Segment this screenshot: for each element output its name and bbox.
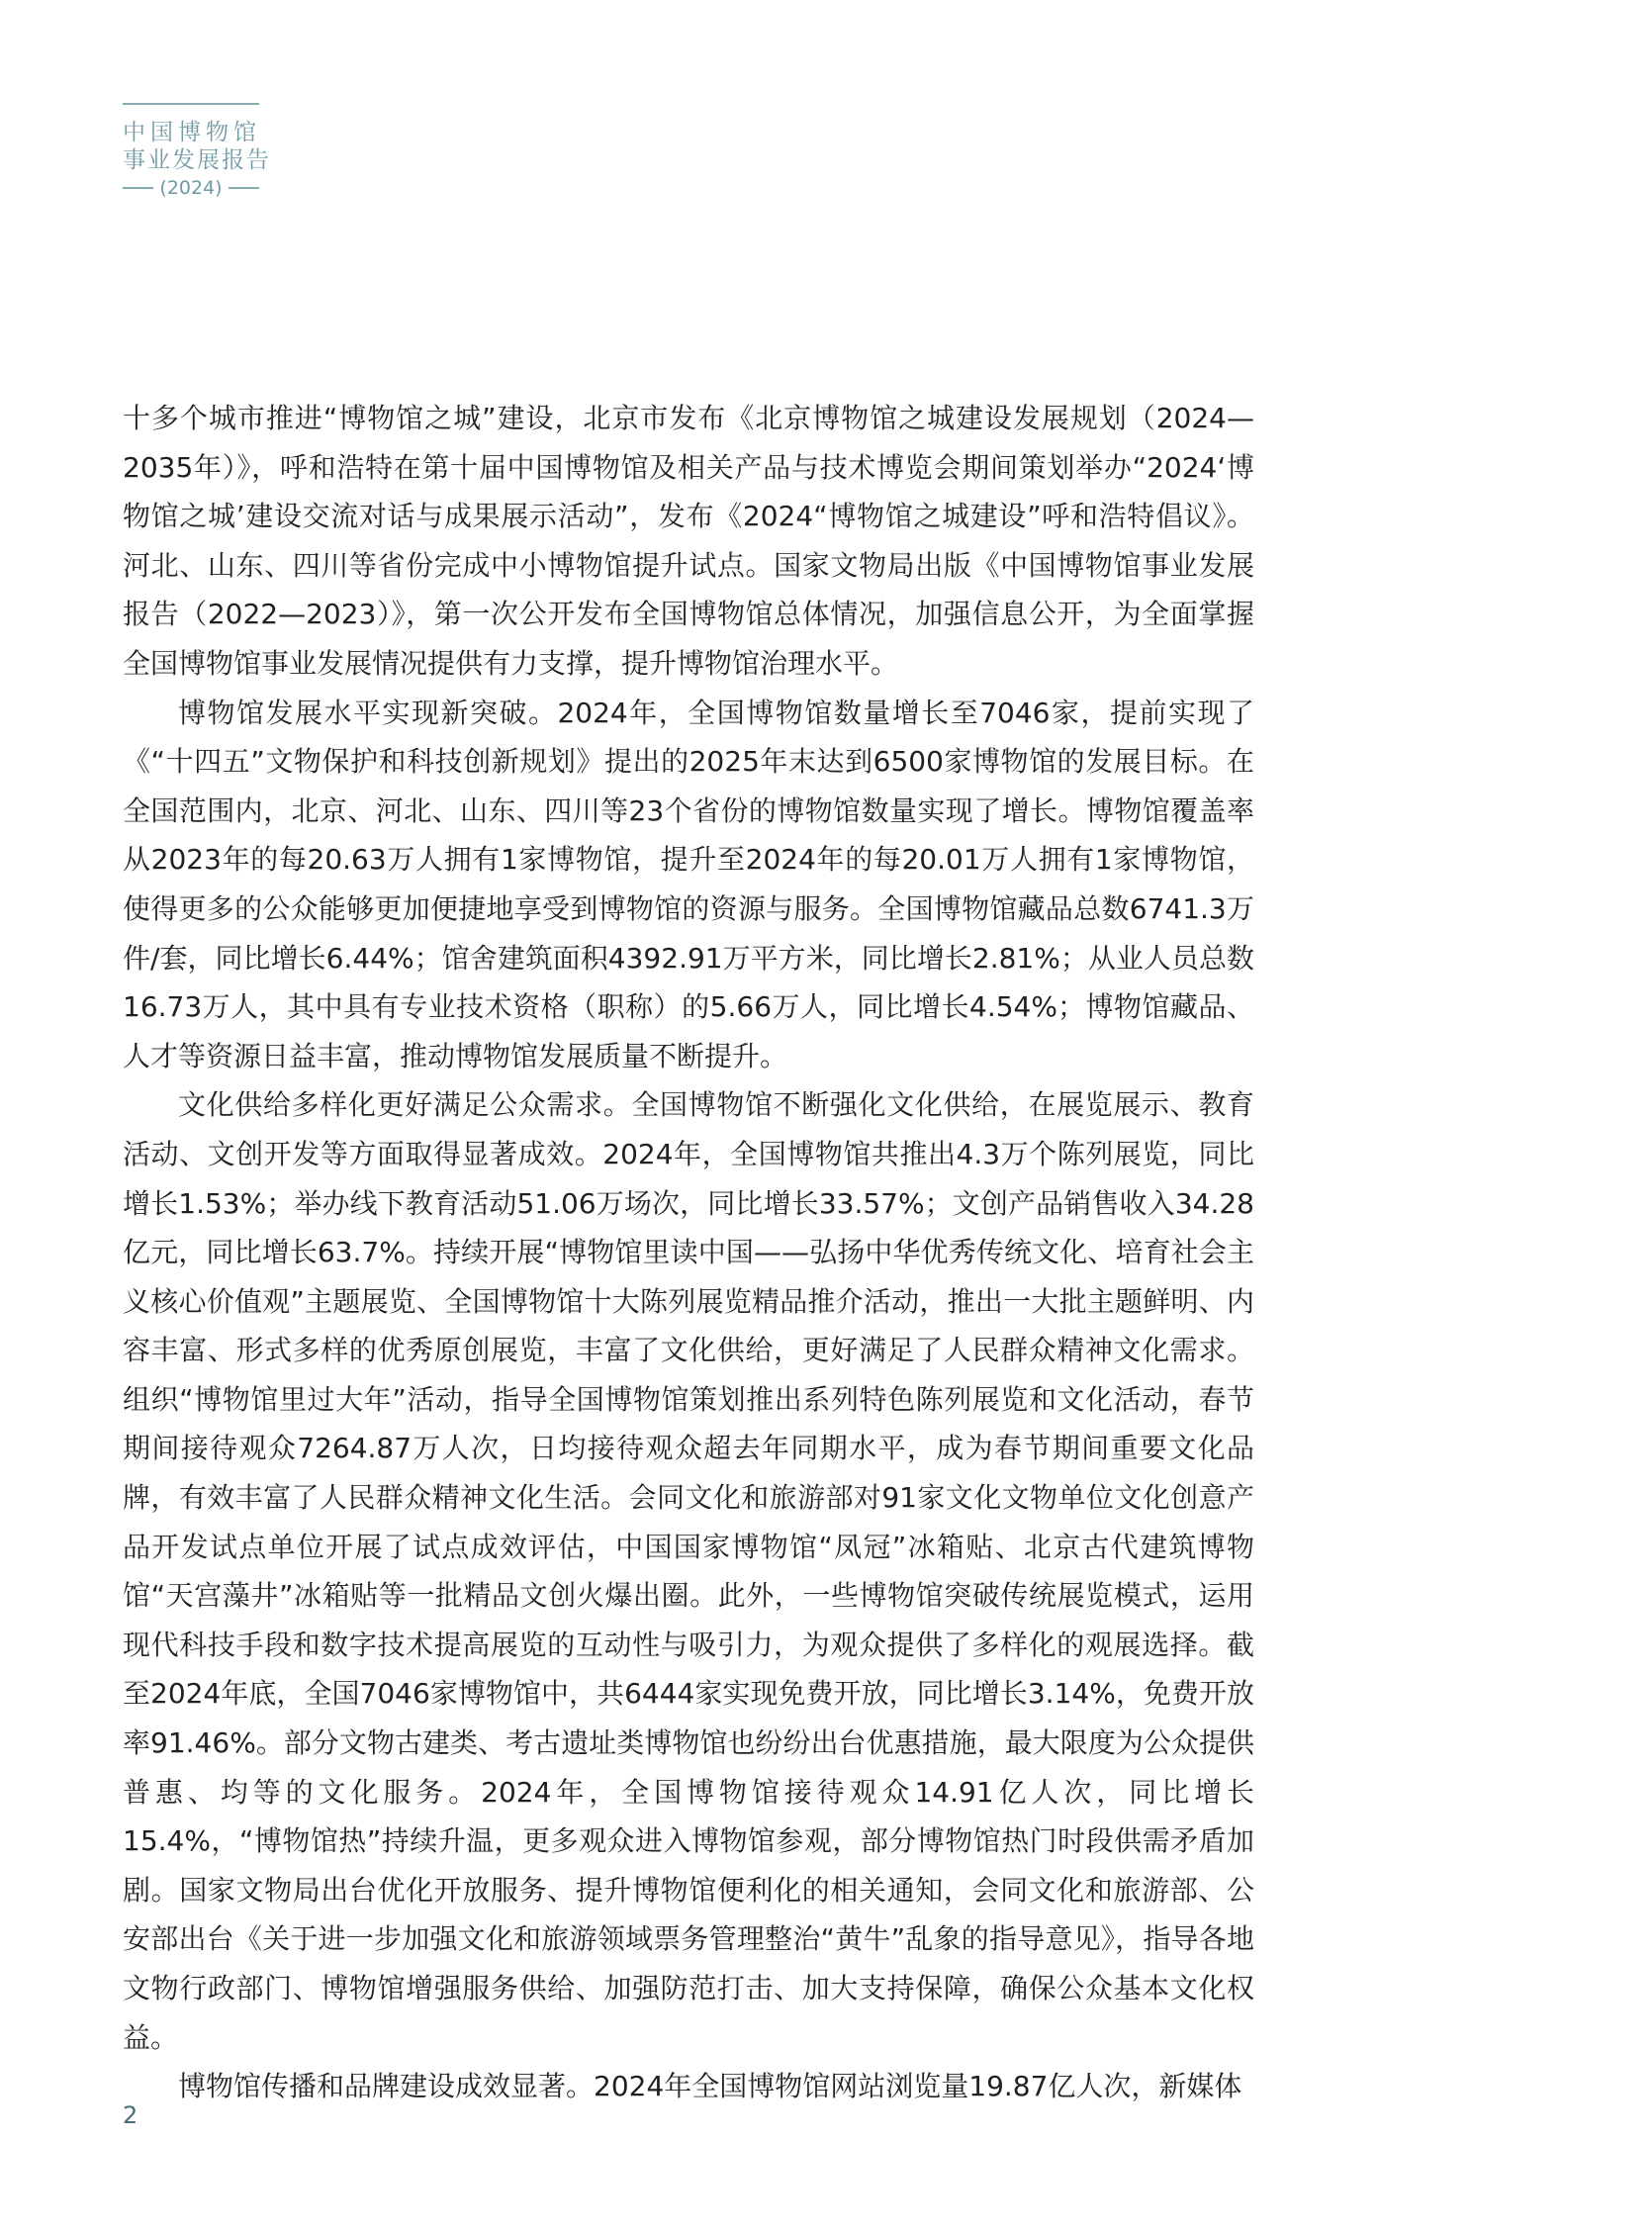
header-title: 中国博物馆 (123, 120, 261, 145)
header-subtitle: 事业发展报告 (123, 147, 271, 173)
header-year-row (123, 176, 259, 200)
header-year: (2024) (159, 177, 223, 199)
running-header (123, 103, 271, 200)
page-number: 2 (123, 2101, 138, 2129)
header-year-rule-left (123, 187, 153, 189)
paragraph-communication-brand: 博物馆传播和品牌建设成效显著。2024年全国博物馆网站浏览量19.87亿人次，新媒体 (178, 2070, 1242, 2103)
body-text (123, 394, 1254, 2111)
paragraph-cultural-supply: 文化供给多样化更好满足公众需求。全国博物馆不断强化文化供给，在展览展示、教育活动、文创开发等方面取得显著成效。2024年，全国博物馆共推出4.3万个陈列展览，同比增长1.53%；举办线下教育活动51.06万场次，同比增长33.57%；文创产品销售收入34.28亿元，同比增长63.7%。持续开展“博物馆里读中国——弘扬中华优秀传统文化、培育社会主义核心价值观”主题展览、全国博物馆十大陈列展览精品推介活动，推出一大批主题鲜明、内容丰富、形式多样的优秀原创展览，丰富了文化供给，更好满足了人民群众精神文化需求。组织“博物馆里过大年”活动，指导全国博物馆策划推出系列特色陈列展览和文化活动，春节期间接待观众7264.87万人次，日均接待观众超去年同期水平，成为春节期间重要文化品牌，有效丰富了人民群众精神文化生活。会同文化和旅游部对91家文化文物单位文化创意产品开发试点单位开展了试点成效评估，中国国家博物馆“凤冠”冰箱贴、北京古代建筑博物馆“天宫藻井”冰箱贴等一批精品文创火爆出圈。此外，一些博物馆突破传统展览模式，运用现代科技手段和数字技术提高展览的互动性与吸引力，为观众提供了多样化的观展选择。截至2024年底，全国7046家博物馆中，共6444家实现免费开放，同比增长3.14%，免费开放率91.46%。部分文物古建类、考古遗址类博物馆也纷纷出台优惠措施，最大限度为公众提供普惠、均等的文化服务。2024年，全国博物馆接待观众14.91亿人次，同比增长15.4%，“博物馆热”持续升温，更多观众进入博物馆参观，部分博物馆热门时段供需矛盾加剧。国家文物局出台优化开放服务、提升博物馆便利化的相关通知，会同文化和旅游部、公安部出台《关于进一步加强文化和旅游领域票务管理整治“黄牛”乱象的指导意见》，指导各地文物行政部门、博物馆增强服务供给、加强防范打击、加大支持保障，确保公众基本文化权益。 (123, 1088, 1254, 2054)
header-year-rule-right (229, 187, 259, 189)
header-top-rule (123, 103, 259, 105)
paragraph-continued: 十多个城市推进“博物馆之城”建设，北京市发布《北京博物馆之城建设发展规划（2024—2035年）》，呼和浩特在第十届中国博物馆及相关产品与技术博览会期间策划举办“2024‘博物馆之城’建设交流对话与成果展示活动”，发布《2024“博物馆之城建设”呼和浩特倡议》。河北、山东、四川等省份完成中小博物馆提升试点。国家文物局出版《中国博物馆事业发展报告（2022—2023）》，第一次公开发布全国博物馆总体情况，加强信息公开，为全面掌握全国博物馆事业发展情况提供有力支撑，提升博物馆治理水平。 (123, 402, 1254, 680)
paragraph-development-level: 博物馆发展水平实现新突破。2024年，全国博物馆数量增长至7046家，提前实现了《“十四五”文物保护和科技创新规划》提出的2025年末达到6500家博物馆的发展目标。在全国范围内，北京、河北、山东、四川等23个省份的博物馆数量实现了增长。博物馆覆盖率从2023年的每20.63万人拥有1家博物馆，提升至2024年的每20.01万人拥有1家博物馆，使得更多的公众能够更加便捷地享受到博物馆的资源与服务。全国博物馆藏品总数6741.3万件/套，同比增长6.44%；馆舍建筑面积4392.91万平方米，同比增长2.81%；从业人员总数16.73万人，其中具有专业技术资格（职称）的5.66万人，同比增长4.54%；博物馆藏品、人才等资源日益丰富，推动博物馆发展质量不断提升。 (123, 696, 1254, 1072)
